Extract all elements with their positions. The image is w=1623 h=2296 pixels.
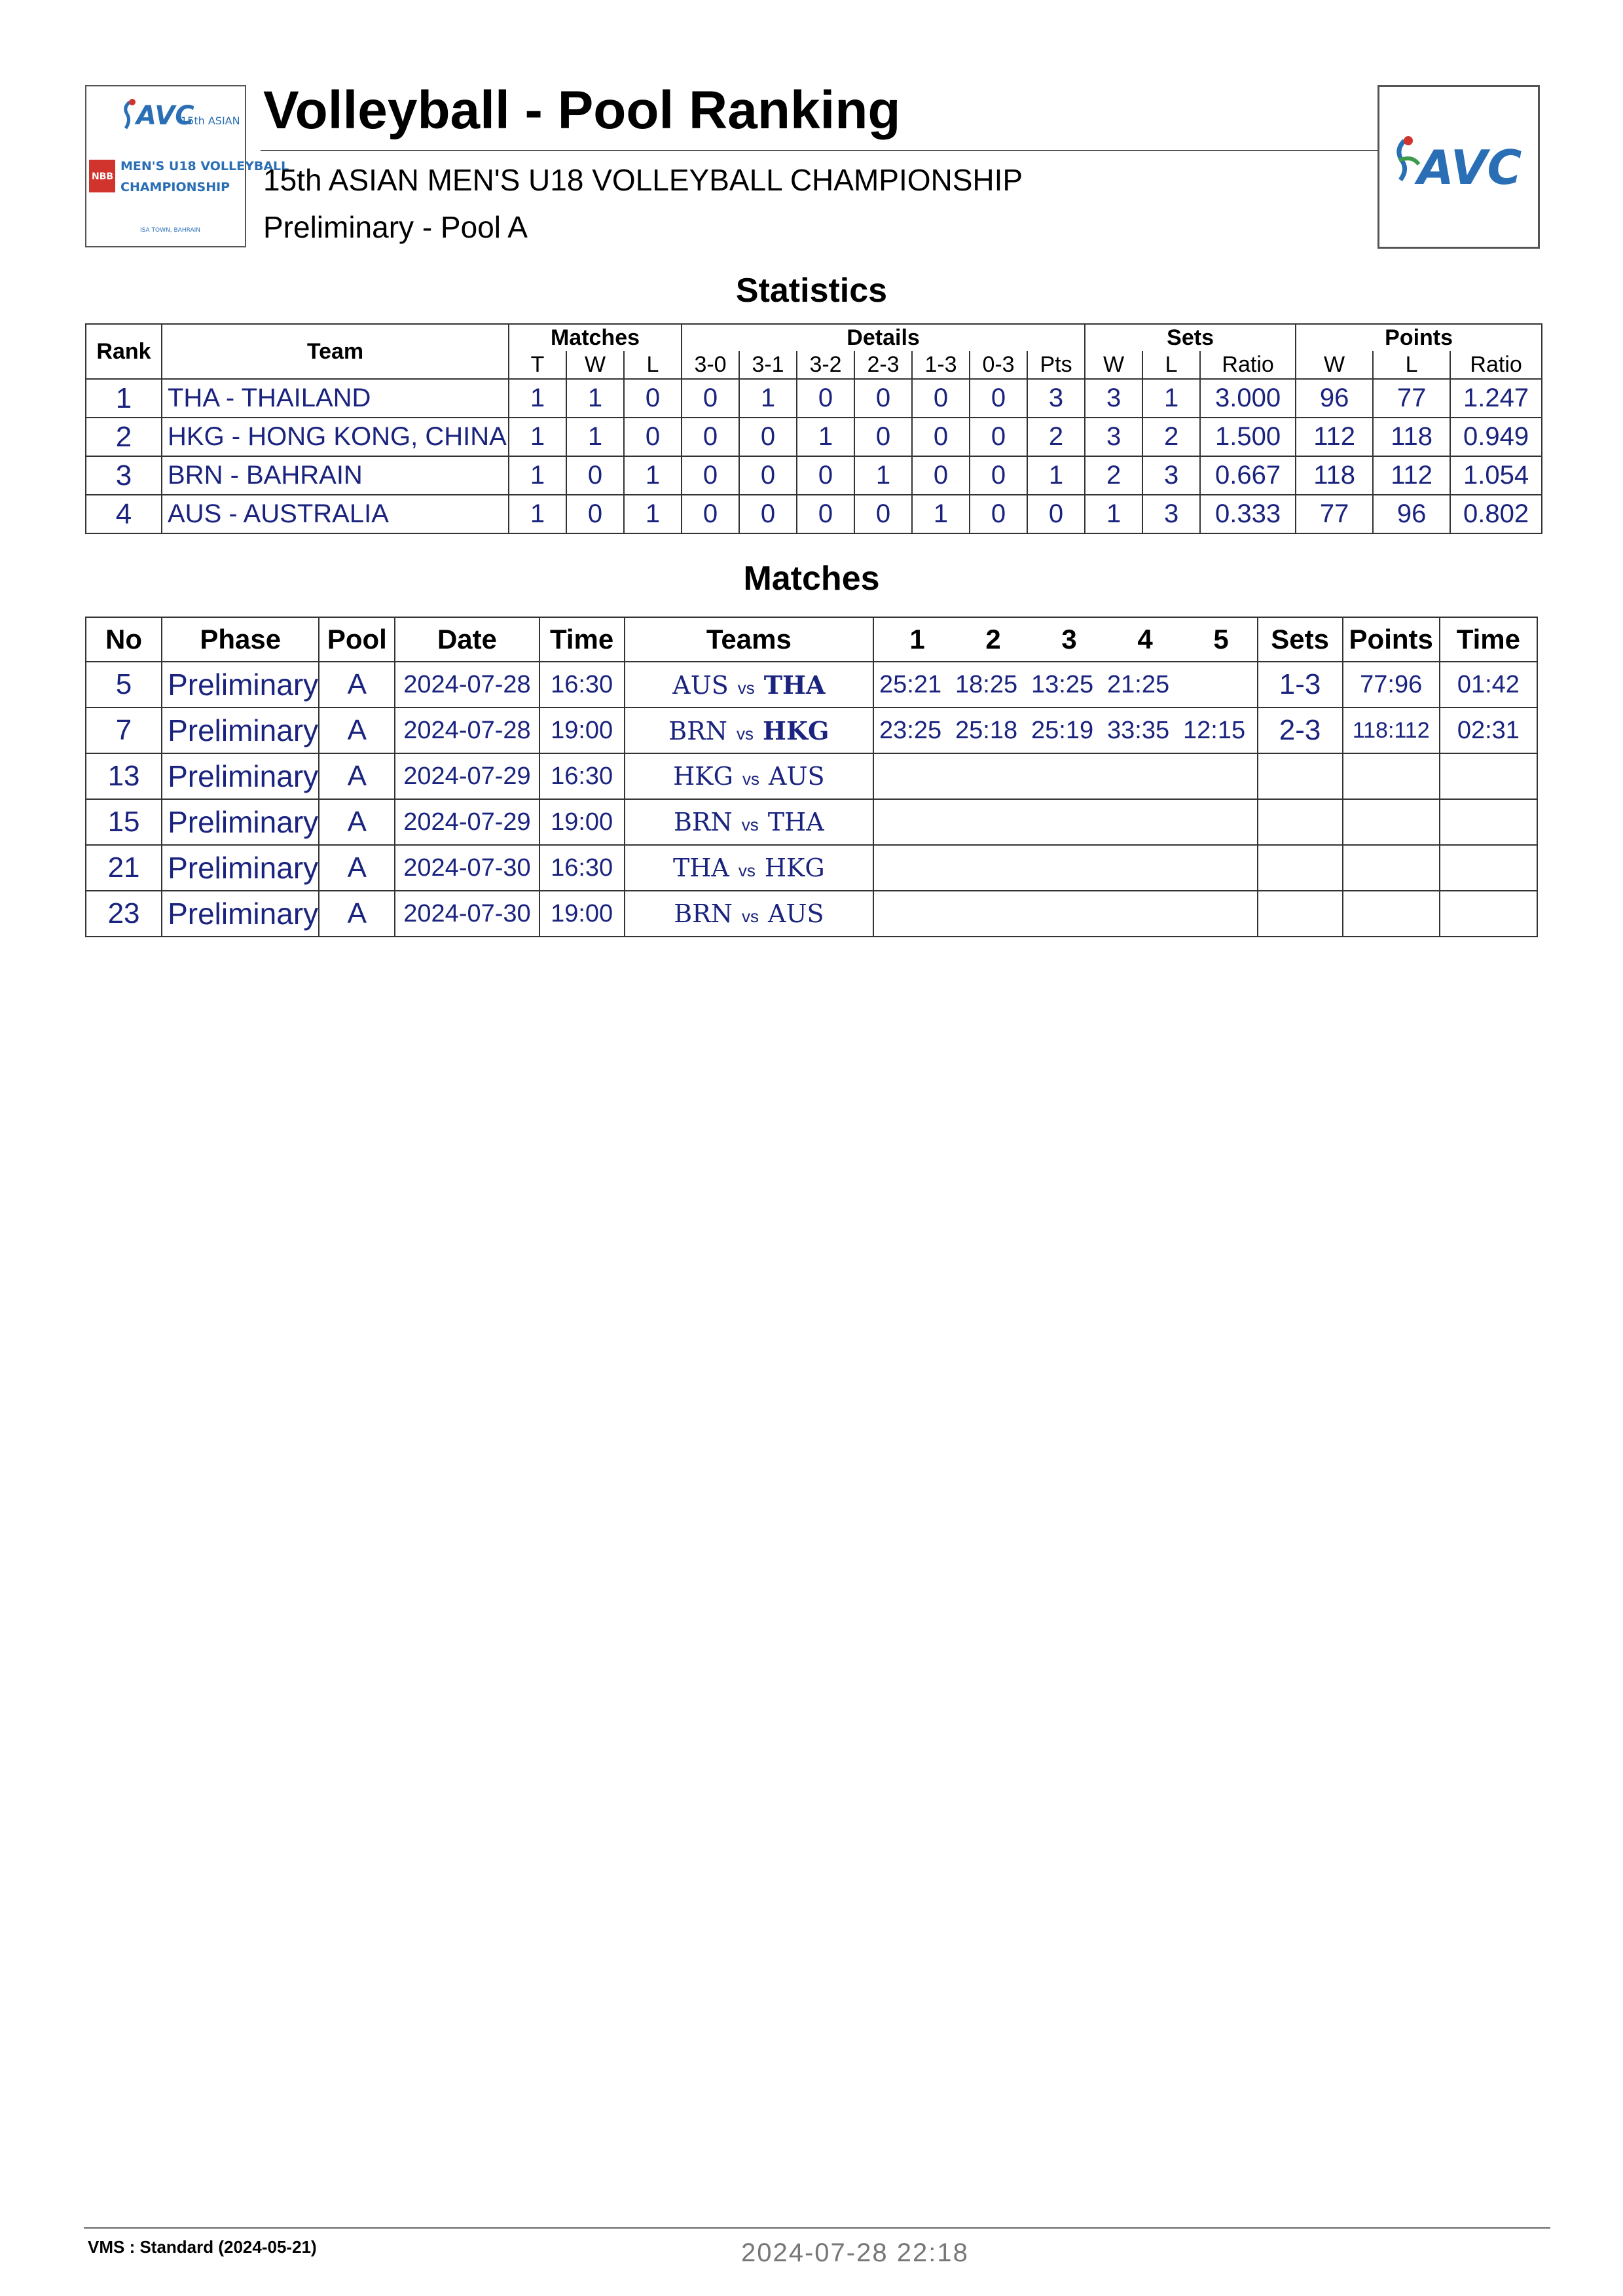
cell: 2 xyxy=(1142,418,1200,456)
away-team: HKG xyxy=(764,853,825,882)
col-header: L xyxy=(1373,351,1450,379)
match-sets xyxy=(1258,891,1343,937)
vs-label: vs xyxy=(737,677,755,698)
cell: 1 xyxy=(1027,456,1085,495)
cell: 1 xyxy=(509,456,566,495)
match-row[interactable] xyxy=(86,891,1537,937)
team-cell[interactable]: THA - THAILAND xyxy=(162,379,509,418)
col-header: T xyxy=(509,351,566,379)
match-points: 77:96 xyxy=(1343,662,1440,708)
match-no: 13 xyxy=(86,753,162,799)
left-logo-line2: CHAMPIONSHIP xyxy=(120,180,230,194)
left-logo-location: ISA TOWN, BAHRAIN xyxy=(140,227,201,234)
championship-name: 15th ASIAN MEN'S U18 VOLLEYBALL CHAMPIONSHIP xyxy=(263,163,1023,197)
set-scores xyxy=(873,891,1258,937)
match-duration xyxy=(1440,799,1537,845)
match-pool: A xyxy=(319,845,395,891)
points-header: Points xyxy=(1296,324,1542,351)
cell: 0 xyxy=(624,379,682,418)
match-row[interactable] xyxy=(86,753,1537,799)
match-time: 19:00 xyxy=(539,708,625,753)
avc-logo-text: AVC xyxy=(1417,140,1522,195)
match-points xyxy=(1343,753,1440,799)
cell: 3 xyxy=(1027,379,1085,418)
col-header: 3-0 xyxy=(682,351,739,379)
col-header: L xyxy=(1142,351,1200,379)
match-row[interactable] xyxy=(86,799,1537,845)
cell: 1.247 xyxy=(1450,379,1542,418)
match-teams[interactable] xyxy=(625,662,873,708)
cell: 77 xyxy=(1296,495,1373,533)
team-cell[interactable]: AUS - AUSTRALIA xyxy=(162,495,509,533)
cell: 0 xyxy=(566,456,624,495)
sets-header: Sets xyxy=(1258,617,1343,662)
cell: 0 xyxy=(739,418,797,456)
cell: 96 xyxy=(1296,379,1373,418)
cell: 0 xyxy=(682,495,739,533)
set-number-header: 2 xyxy=(985,624,1001,655)
cell: 3.000 xyxy=(1200,379,1296,418)
sets-header: Sets xyxy=(1085,324,1296,351)
col-header: W xyxy=(1296,351,1373,379)
left-logo-brand: AVC xyxy=(136,101,194,131)
cell: 0.667 xyxy=(1200,456,1296,495)
cell: 1 xyxy=(566,379,624,418)
rank-header: Rank xyxy=(86,324,162,379)
match-duration: 01:42 xyxy=(1440,662,1537,708)
cell: 0 xyxy=(682,418,739,456)
match-date: 2024-07-29 xyxy=(395,753,539,799)
match-date: 2024-07-29 xyxy=(395,799,539,845)
cell: 0 xyxy=(682,456,739,495)
cell: 96 xyxy=(1373,495,1450,533)
set-score: 33:35 xyxy=(1107,716,1170,744)
cell: 1 xyxy=(1085,495,1142,533)
home-team: THA xyxy=(672,853,729,882)
set-number-header: 4 xyxy=(1137,624,1153,655)
match-no: 15 xyxy=(86,799,162,845)
team-cell[interactable]: BRN - BAHRAIN xyxy=(162,456,509,495)
set-number-header: 3 xyxy=(1061,624,1077,655)
match-teams[interactable] xyxy=(625,753,873,799)
footer-version: VMS : Standard (2024-05-21) xyxy=(88,2237,317,2257)
col-header: 2-3 xyxy=(854,351,912,379)
team-header: Team xyxy=(162,324,509,379)
cell: 118 xyxy=(1373,418,1450,456)
page-title: Volleyball - Pool Ranking xyxy=(263,81,901,140)
cell: 1 xyxy=(509,418,566,456)
cell: 0.802 xyxy=(1450,495,1542,533)
set-scores xyxy=(873,662,1258,708)
championship-logo xyxy=(85,85,289,247)
match-phase: Preliminary xyxy=(162,753,319,799)
match-sets xyxy=(1258,845,1343,891)
match-phase: Preliminary xyxy=(162,891,319,937)
set-score: 25:19 xyxy=(1031,716,1094,744)
cell: 1 xyxy=(797,418,854,456)
match-phase: Preliminary xyxy=(162,708,319,753)
set-score: 21:25 xyxy=(1107,670,1170,698)
match-pool: A xyxy=(319,891,395,937)
cell: 2 xyxy=(1027,418,1085,456)
cell: 0 xyxy=(854,418,912,456)
rank-cell: 4 xyxy=(86,495,162,533)
col-header: Pts xyxy=(1027,351,1085,379)
cell: 3 xyxy=(1142,495,1200,533)
col-header: W xyxy=(1085,351,1142,379)
cell: 0 xyxy=(970,495,1027,533)
home-team: BRN xyxy=(673,808,733,836)
cell: 0 xyxy=(682,379,739,418)
match-row[interactable] xyxy=(86,845,1537,891)
vs-label: vs xyxy=(742,769,760,789)
table-row xyxy=(86,495,1542,533)
col-header: Ratio xyxy=(1450,351,1542,379)
cell: 1 xyxy=(739,379,797,418)
match-teams[interactable] xyxy=(625,799,873,845)
championship-logo-graphic xyxy=(86,86,289,246)
title-divider xyxy=(261,150,1377,151)
table-row xyxy=(86,456,1542,495)
table-row xyxy=(86,418,1542,456)
duration-header: Time xyxy=(1440,617,1537,662)
match-no: 23 xyxy=(86,891,162,937)
match-points xyxy=(1343,891,1440,937)
cell: 0.333 xyxy=(1200,495,1296,533)
match-duration xyxy=(1440,891,1537,937)
vs-label: vs xyxy=(738,861,756,880)
cell: 3 xyxy=(1142,456,1200,495)
set-scores xyxy=(873,845,1258,891)
matches-header: Matches xyxy=(509,324,682,351)
match-no: 5 xyxy=(86,662,162,708)
cell: 2 xyxy=(1085,456,1142,495)
match-pool: A xyxy=(319,708,395,753)
cell: 1.054 xyxy=(1450,456,1542,495)
col-header: 3-1 xyxy=(739,351,797,379)
match-time: 19:00 xyxy=(539,891,625,937)
away-team: AUS xyxy=(768,899,824,928)
cell: 0 xyxy=(797,456,854,495)
vs-label: vs xyxy=(741,815,759,834)
col-header: L xyxy=(624,351,682,379)
set-number-header: 1 xyxy=(909,624,925,655)
cell: 3 xyxy=(1085,418,1142,456)
rank-cell: 1 xyxy=(86,379,162,418)
points-header: Points xyxy=(1343,617,1440,662)
teams-header: Teams xyxy=(625,617,873,662)
details-header: Details xyxy=(682,324,1085,351)
home-team: BRN xyxy=(668,716,728,745)
cell: 112 xyxy=(1373,456,1450,495)
set-score: 23:25 xyxy=(879,716,942,744)
cell: 1 xyxy=(509,379,566,418)
set-score: 12:15 xyxy=(1183,716,1246,744)
match-row[interactable] xyxy=(86,662,1537,708)
matches-table xyxy=(85,617,1538,937)
vs-label: vs xyxy=(742,906,759,926)
cell: 1 xyxy=(509,495,566,533)
cell: 112 xyxy=(1296,418,1373,456)
cell: 1 xyxy=(566,418,624,456)
cell: 1 xyxy=(1142,379,1200,418)
pool-header: Pool xyxy=(319,617,395,662)
table-row xyxy=(86,379,1542,418)
match-time: 16:30 xyxy=(539,753,625,799)
away-team-winner: THA xyxy=(763,670,826,700)
match-phase: Preliminary xyxy=(162,845,319,891)
cell: 1 xyxy=(624,456,682,495)
away-team-winner: HKG xyxy=(763,715,830,745)
col-header: 0-3 xyxy=(970,351,1027,379)
matches-title: Matches xyxy=(743,560,880,598)
match-duration: 02:31 xyxy=(1440,708,1537,753)
cell: 0 xyxy=(854,379,912,418)
set-scores xyxy=(873,799,1258,845)
pool-label: Preliminary - Pool A xyxy=(263,210,528,244)
left-logo-badge: NBB xyxy=(92,171,114,182)
statistics-title: Statistics xyxy=(735,272,888,310)
vs-label: vs xyxy=(737,723,754,744)
col-header: 1-3 xyxy=(912,351,970,379)
set-score: 25:18 xyxy=(955,716,1018,744)
avc-logo-graphic xyxy=(1379,87,1538,247)
set-score: 25:21 xyxy=(879,670,942,698)
match-date: 2024-07-30 xyxy=(395,891,539,937)
cell: 0 xyxy=(854,495,912,533)
cell: 1.500 xyxy=(1200,418,1296,456)
cell: 0 xyxy=(566,495,624,533)
match-no: 21 xyxy=(86,845,162,891)
match-teams[interactable] xyxy=(625,845,873,891)
cell: 0 xyxy=(970,418,1027,456)
away-team: THA xyxy=(767,808,824,836)
home-team: BRN xyxy=(674,899,733,928)
match-teams[interactable] xyxy=(625,891,873,937)
match-time: 19:00 xyxy=(539,799,625,845)
cell: 1 xyxy=(854,456,912,495)
rank-cell: 2 xyxy=(86,418,162,456)
footer-printed-timestamp: 2024-07-28 22:18 xyxy=(741,2238,969,2267)
match-time: 16:30 xyxy=(539,845,625,891)
statistics-table xyxy=(85,323,1542,534)
cell: 1 xyxy=(624,495,682,533)
cell: 0 xyxy=(739,495,797,533)
match-date: 2024-07-30 xyxy=(395,845,539,891)
set-score: 18:25 xyxy=(955,670,1018,698)
set-scores xyxy=(873,753,1258,799)
match-pool: A xyxy=(319,799,395,845)
col-header: Ratio xyxy=(1200,351,1296,379)
home-team: HKG xyxy=(673,762,734,791)
match-no: 7 xyxy=(86,708,162,753)
match-phase: Preliminary xyxy=(162,799,319,845)
left-logo-line1: MEN'S U18 VOLLEYBALL xyxy=(120,159,289,173)
match-sets xyxy=(1258,753,1343,799)
left-logo-edition: 15th ASIAN xyxy=(181,115,240,127)
col-header: 3-2 xyxy=(797,351,854,379)
avc-logo xyxy=(1377,85,1540,249)
match-duration xyxy=(1440,753,1537,799)
match-phase: Preliminary xyxy=(162,662,319,708)
match-points xyxy=(1343,845,1440,891)
match-pool: A xyxy=(319,753,395,799)
time-header: Time xyxy=(539,617,625,662)
no-header: No xyxy=(86,617,162,662)
match-sets: 2-3 xyxy=(1258,708,1343,753)
phase-header: Phase xyxy=(162,617,319,662)
set-scores xyxy=(873,708,1258,753)
cell: 0 xyxy=(797,495,854,533)
cell: 0 xyxy=(912,456,970,495)
cell: 0 xyxy=(1027,495,1085,533)
cell: 3 xyxy=(1085,379,1142,418)
cell: 0 xyxy=(797,379,854,418)
cell: 0 xyxy=(970,456,1027,495)
match-points xyxy=(1343,799,1440,845)
col-header: W xyxy=(566,351,624,379)
footer-divider xyxy=(84,2227,1550,2229)
set-score: 13:25 xyxy=(1031,670,1094,698)
match-teams[interactable] xyxy=(625,708,873,753)
rank-cell: 3 xyxy=(86,456,162,495)
home-team: AUS xyxy=(672,670,729,700)
away-team: AUS xyxy=(769,762,825,791)
date-header: Date xyxy=(395,617,539,662)
set-scores-header xyxy=(873,617,1258,662)
cell: 0 xyxy=(912,379,970,418)
match-date: 2024-07-28 xyxy=(395,708,539,753)
match-points: 118:112 xyxy=(1343,708,1440,753)
match-sets xyxy=(1258,799,1343,845)
team-cell[interactable]: HKG - HONG KONG, CHINA xyxy=(162,418,509,456)
cell: 0 xyxy=(624,418,682,456)
cell: 118 xyxy=(1296,456,1373,495)
match-time: 16:30 xyxy=(539,662,625,708)
match-pool: A xyxy=(319,662,395,708)
match-sets: 1-3 xyxy=(1258,662,1343,708)
cell: 1 xyxy=(912,495,970,533)
match-row[interactable] xyxy=(86,708,1537,753)
cell: 0 xyxy=(912,418,970,456)
cell: 77 xyxy=(1373,379,1450,418)
cell: 0 xyxy=(739,456,797,495)
cell: 0 xyxy=(970,379,1027,418)
set-number-header: 5 xyxy=(1213,624,1229,655)
match-date: 2024-07-28 xyxy=(395,662,539,708)
match-duration xyxy=(1440,845,1537,891)
cell: 0.949 xyxy=(1450,418,1542,456)
